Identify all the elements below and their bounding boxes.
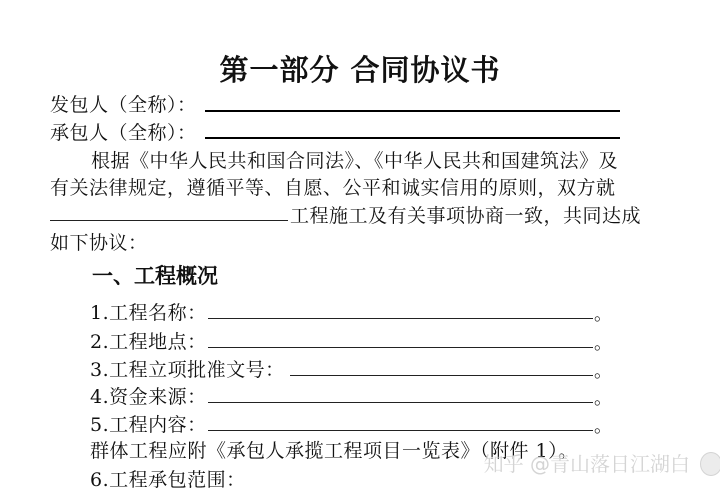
paragraph-line-3: 工程施工及有关事项协商一致，共同达成 xyxy=(290,205,642,227)
item-5-period: 。 xyxy=(594,416,612,437)
item-4-period: 。 xyxy=(594,388,612,409)
party-a-label: 发包人（全称）： xyxy=(50,94,197,116)
item-3-label: 3.工程立项批准文号： xyxy=(90,359,285,381)
project-location-field[interactable] xyxy=(208,347,593,348)
watermark-avatar-icon xyxy=(700,452,720,476)
watermark: 知乎 @青山落日江湖白 xyxy=(483,452,690,476)
section-heading: 一、工程概况 xyxy=(92,264,218,288)
item-3-period: 。 xyxy=(594,361,612,382)
item-5-label: 5.工程内容： xyxy=(90,414,207,436)
item-2-period: 。 xyxy=(594,333,612,354)
project-blank-field[interactable] xyxy=(50,220,288,221)
paragraph-line-1: 根据《中华人民共和国合同法》、《中华人民共和国建筑法》及 xyxy=(91,150,619,172)
project-name-field[interactable] xyxy=(208,318,593,319)
item-1-label: 1.工程名称： xyxy=(90,302,207,324)
approval-number-field[interactable] xyxy=(290,375,593,376)
item-4-label: 4.资金来源： xyxy=(90,386,207,408)
paragraph-line-4: 如下协议： xyxy=(50,232,148,254)
item-1-period: 。 xyxy=(594,304,612,325)
item-2-label: 2.工程地点： xyxy=(90,331,207,353)
document-title: 第一部分 合同协议书 xyxy=(219,53,501,87)
funding-source-field[interactable] xyxy=(208,402,593,403)
party-a-name-field[interactable] xyxy=(205,110,620,112)
item-6-label: 6.工程承包范围： xyxy=(90,469,246,491)
party-b-name-field[interactable] xyxy=(205,137,620,139)
project-content-field[interactable] xyxy=(208,430,593,431)
paragraph-line-2: 有关法律规定，遵循平等、自愿、公平和诚实信用的原则，双方就 xyxy=(50,177,616,199)
party-b-label: 承包人（全称）： xyxy=(50,122,197,144)
item-5-note: 群体工程应附《承包人承揽工程项目一览表》（附件 1）。 xyxy=(90,440,578,462)
